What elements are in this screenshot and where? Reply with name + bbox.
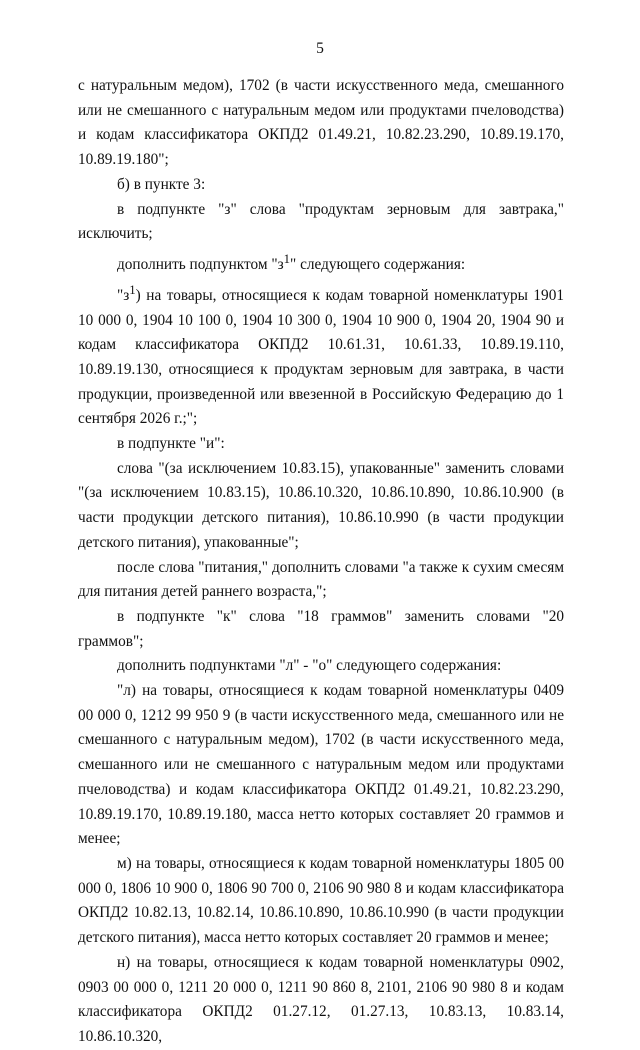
document-body (78, 74, 564, 1050)
paragraph-10: дополнить подпунктами "л" - "о" следующего содержания: (117, 657, 502, 675)
paragraph-3: в подпункте "з" слова "продуктам зерновым для завтрака," исключить; (78, 200, 564, 243)
paragraph-2: б) в пункте 3: (117, 175, 206, 193)
paragraph-5-text-before: "з (117, 286, 130, 304)
superscript-index: 1 (129, 282, 136, 297)
paragraph-7: слова "(за исключением 10.83.15), упакованные" заменить словами "(за исключением 10.83.15), 10.86.10.320, 10.86.10.890, 10.86.10.900 (в части продукции детского питания), 10.86.10.990 (в части продукции детского питания), упакованные"; (78, 459, 564, 551)
paragraph-13: н) на товары, относящиеся к кодам товарной номенклатуры 0902, 0903 00 000 0, 1211 20 000 0, 1211 90 860 8, 2101, 2106 90 980 8 и кодам классификатора ОКПД2 01.27.12, 01.27.13, 10.83.13, 10.83.14, 10.86.10.320, (78, 953, 564, 1045)
paragraph-12: м) на товары, относящиеся к кодам товарной номенклатуры 1805 00 000 0, 1806 10 900 0, 1806 90 700 0, 2106 90 980 8 и кодам классификатора ОКПД2 10.82.13, 10.82.14, 10.86.10.890, 10.86.10.990 (в части продукции детского питания), масса нетто которых составляет 20 граммов и менее; (78, 854, 564, 947)
paragraph-5-text-after: ) на товары, относящиеся к кодам товарной номенклатуры 1901 10 000 0, 1904 10 100 0, 1904 10 300 0, 1904 10 900 0, 1904 20, 1904 90 и кодам классификатора ОКПД2 10.61.31, 10.61.33, 10.89.19.110, 10.89.19.130, относящиеся к продуктам зерновым для завтрака, в части продукции, произведенной или ввезенной в Российскую Федерацию до 1 сентября 2026 г.;"; (78, 286, 564, 428)
paragraph-4-text-after: " следующего содержания: (290, 256, 466, 274)
paragraph-11: "л) на товары, относящиеся к кодам товарной номенклатуры 0409 00 000 0, 1212 99 950 9 (в части искусственного меда, смешанного или не смешанного с натуральным медом), 1702 (в части искусственного меда, смешанного или не смешанного с натуральным медом или продуктами пчеловодства) и кодам классификатора ОКПД2 01.49.21, 10.82.23.290, 10.89.19.170, 10.89.19.180, масса нетто которых составляет 20 граммов и менее; (78, 682, 564, 848)
page-number: 5 (316, 40, 324, 57)
paragraph-8: после слова "питания," дополнить словами "а также к сухим смесям для питания детей раннего возраста,"; (78, 558, 564, 601)
paragraph-4-text-before: дополнить подпунктом "з (117, 256, 284, 274)
paragraph-6: в подпункте "и": (117, 435, 225, 453)
paragraph-1: с натуральным медом), 1702 (в части искусственного меда, смешанного или не смешанного с натуральным медом или продуктами пчеловодства) и кодам классификатора ОКПД2 01.49.21, 10.82.23.290, 10.89.19.170, 10.89.19.180"; (78, 77, 564, 169)
paragraph-4 (78, 247, 564, 278)
paragraph-9: в подпункте "к" слова "18 граммов" заменить словами "20 граммов"; (78, 607, 564, 650)
superscript-index: 1 (283, 251, 290, 266)
paragraph-5 (78, 278, 564, 432)
